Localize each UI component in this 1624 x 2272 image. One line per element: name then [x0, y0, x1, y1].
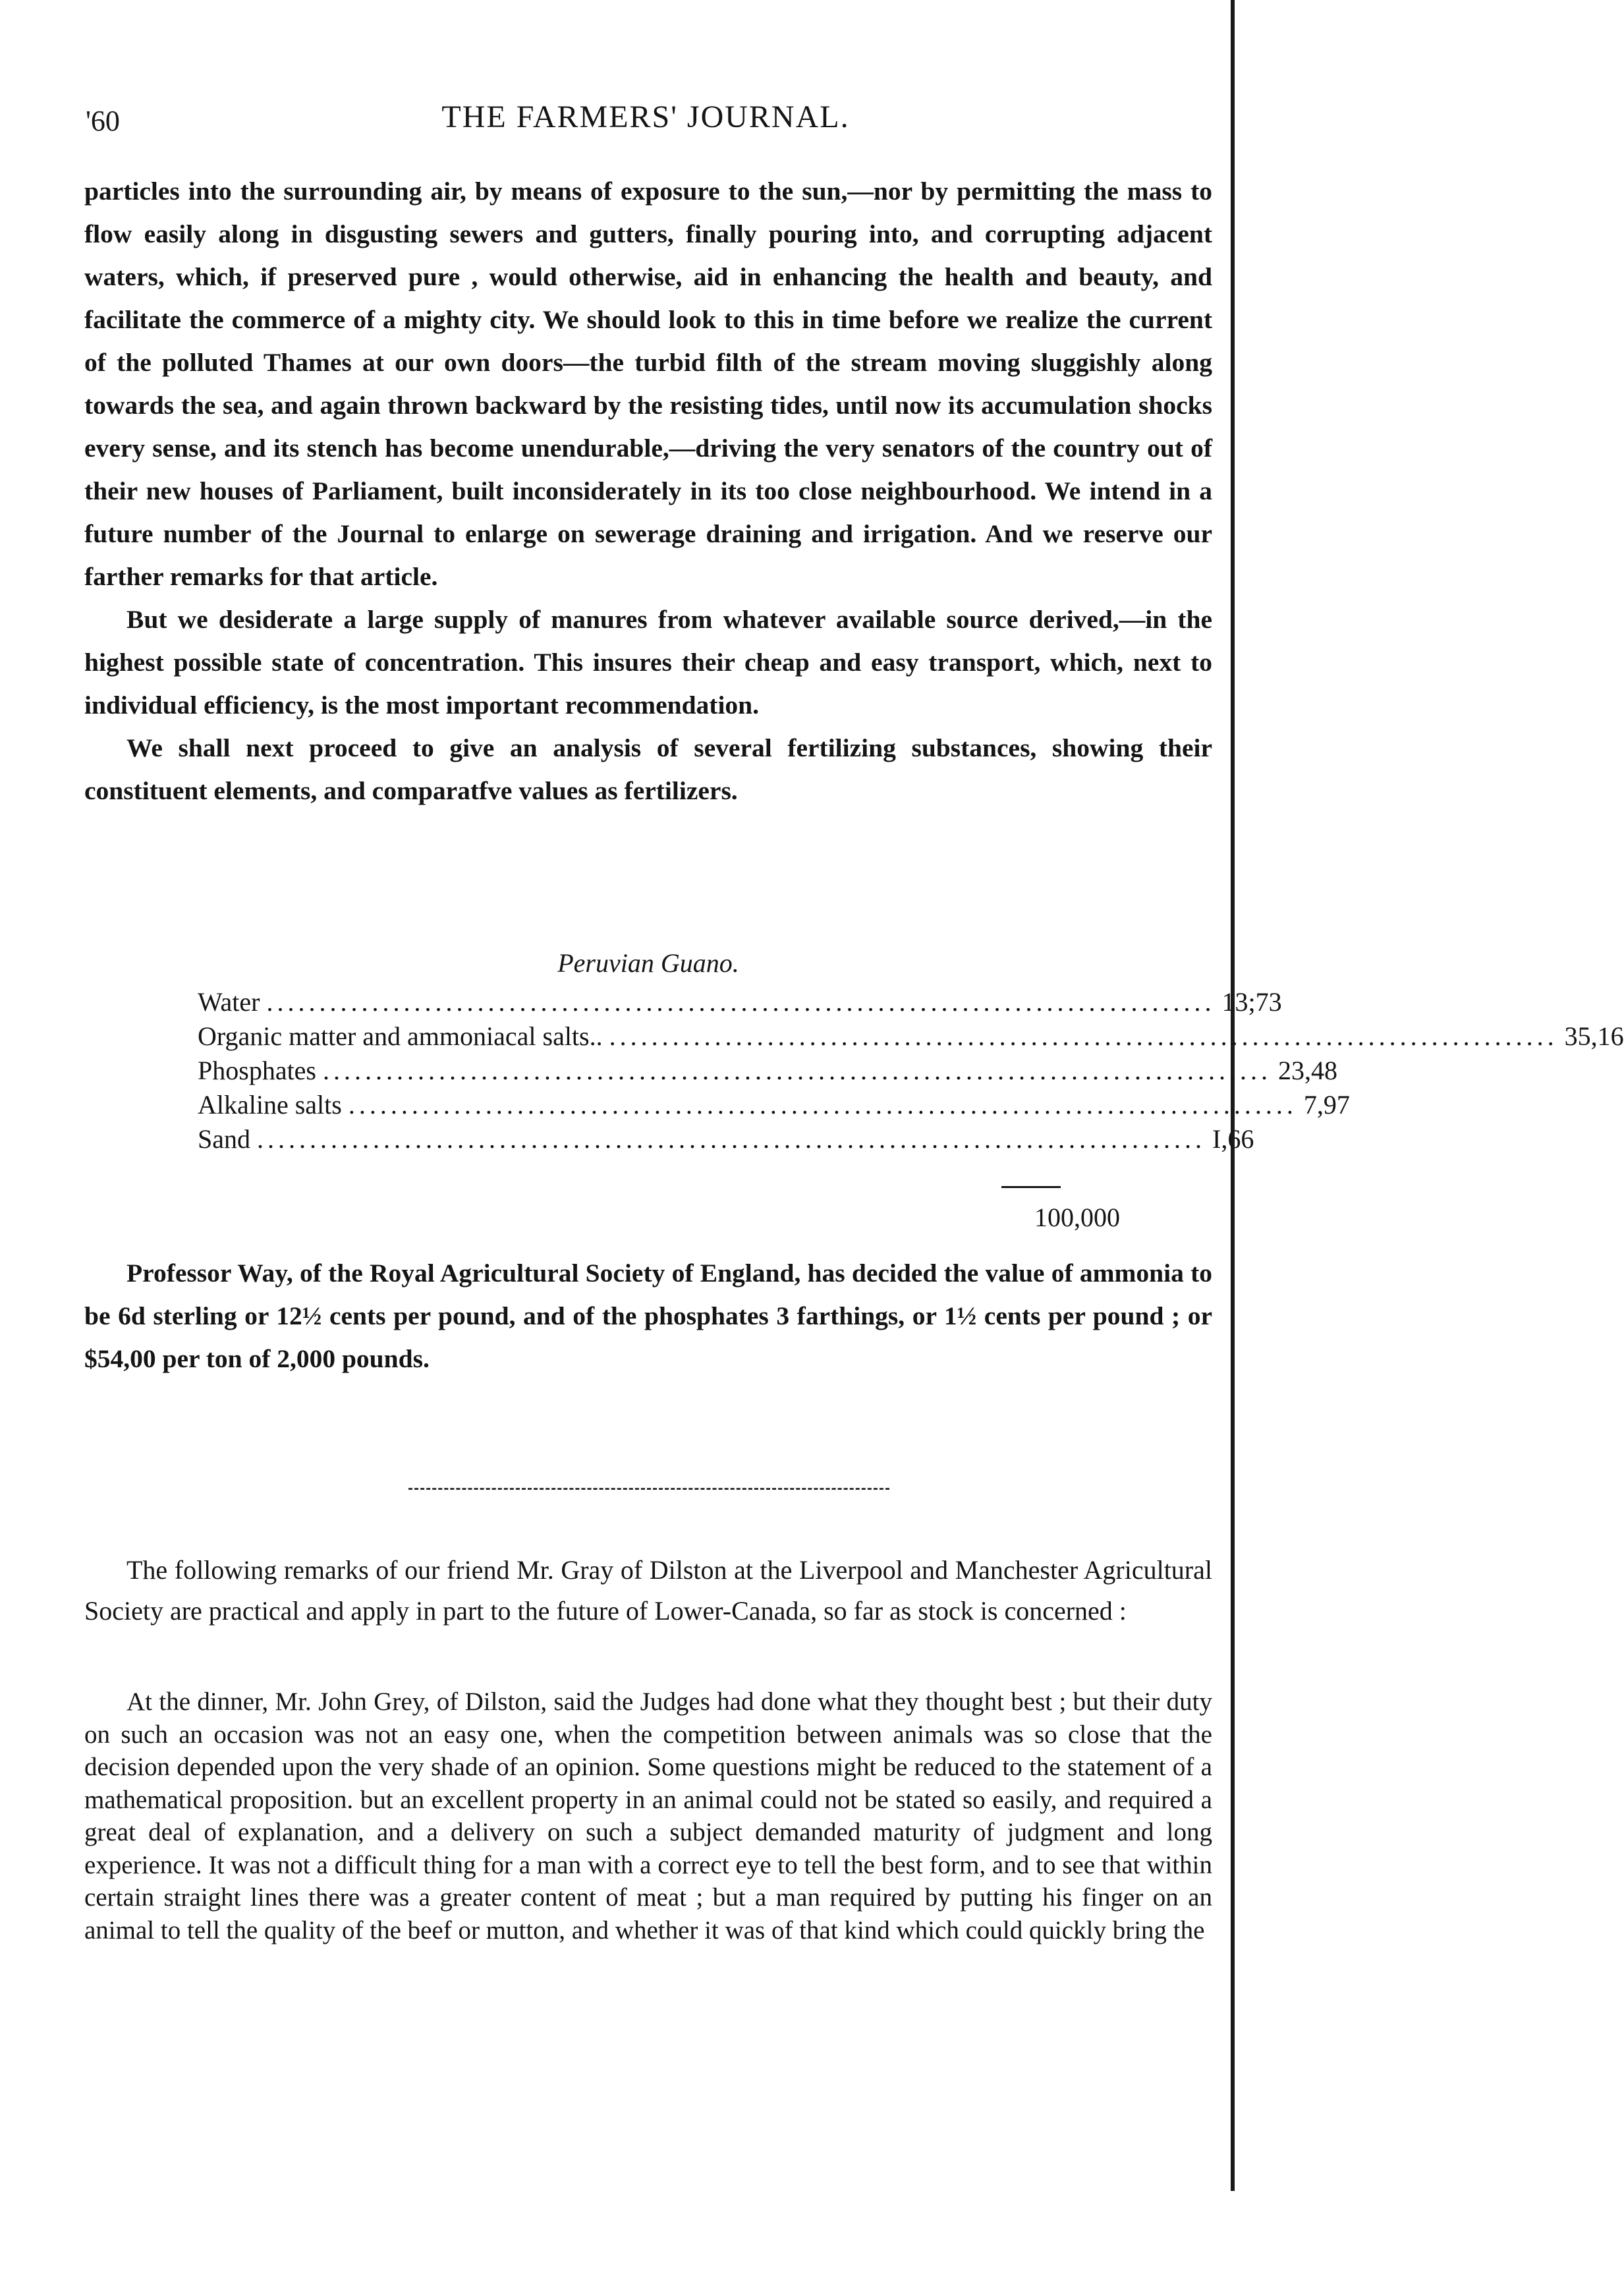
row-label: Organic matter and ammoniacal salts.. — [198, 1021, 603, 1051]
row-value: 7,97 — [1303, 1090, 1350, 1120]
analysis-row — [198, 1019, 1624, 1054]
row-value: 35,16 — [1564, 1021, 1624, 1051]
paragraph-analysis-intro: We shall next proceed to give an analysis of several fertilizing substances, showing their constituent elements, and comparatfve values as fertilizers. — [84, 733, 1212, 805]
page-number: '60 — [86, 105, 120, 137]
row-label: Sand — [198, 1124, 250, 1154]
paragraph-sewerage: particles into the surrounding air, by means of exposure to the sun,—nor by permitting the mass to flow easily along in disgusting sewers and gutters, finally pouring into, and corrupting adjacent waters, which, if preserved pure , would otherwise, aid in enhancing the health and beauty, and facilitate the commerce of a mighty city. We should look to this in time before we realize the current of the polluted Thames at our own doors—the turbid filth of the stream moving sluggishly along towards the sea, and again thrown backward by the resisting tides, until now its accumulation shocks every sense, and its stench has become unendurable,—driving the very senators of the country out of their new houses of Parliament, built inconsiderately in its too close neighbourhood. We intend in a future number of the Journal to enlarge on sewerage draining and irrigation. And we reserve our farther remarks for that article. — [84, 177, 1212, 591]
analysis-row — [198, 1054, 1337, 1088]
analysis-total: 100,000 — [1034, 1203, 1120, 1232]
paragraph-dinner-speech: At the dinner, Mr. John Grey, of Dilston, said the Judges had done what they thought best ; but their duty on such an occasion was not an easy one, when the competition between animals was so close that the decision depended upon the very shade of an opinion. Some questions might be reduced to the statement of a mathematical proposition. but an excellent property in an animal could not be stated so easily, and required a great deal of explanation, and a delivery on such a subject demanded maturity of judgment and long experience. It was not a difficult thing for a man with a correct eye to tell the best form, and to see that within certain straight lines there was a greater content of meat ; but a man required by putting his finger on an animal to tell the quality of the beef or mutton, and whether it was of that kind which could quickly bring the — [84, 1688, 1212, 1945]
analysis-table — [198, 985, 1624, 1156]
analysis-row — [198, 985, 1282, 1019]
page-header — [86, 99, 1206, 152]
leader-dots: .......................................................................................... — [323, 1056, 1272, 1085]
paragraph-gray-intro: The following remarks of our friend Mr. Gray of Dilston at the Liverpool and Manchester Agricultural Society are practical and apply in part to the future of Lower-Canada, so far as stock is concerned : — [84, 1555, 1212, 1626]
paragraph-manure-supply: But we desiderate a large supply of manures from whatever available source derived,—in the highest possible state of concentration. This insures their cheap and easy transport, which, next to individual efficiency, is the most important recommendation. — [84, 605, 1212, 720]
analysis-row — [198, 1122, 1254, 1156]
analysis-caption: Peruvian Guano. — [557, 948, 739, 978]
leader-dots: .......................................................................................... — [348, 1090, 1297, 1120]
intro-block — [84, 1550, 1212, 1632]
row-value: 13;73 — [1221, 987, 1282, 1017]
row-value: I,66 — [1212, 1124, 1254, 1154]
leader-dots: .......................................................................................... — [257, 1124, 1206, 1154]
quote-block — [84, 1686, 1212, 1946]
leader-dots: .......................................................................................... — [609, 1021, 1558, 1051]
running-title: THE FARMERS' JOURNAL. — [441, 99, 850, 134]
row-label: Alkaline salts — [198, 1090, 342, 1120]
row-value: 23,48 — [1278, 1056, 1337, 1085]
way-paragraph-block — [84, 1252, 1212, 1380]
paragraph-professor-way: Professor Way, of the Royal Agricultural Society of England, has decided the value of ammonia to be 6d sterling or 12½ cents per pound, and of the phosphates 3 farthings, or 1½ cents per pound ; or $54,00 per ton of 2,000 pounds. — [84, 1259, 1212, 1373]
main-text-block — [84, 170, 1212, 812]
analysis-row — [198, 1088, 1350, 1122]
row-label: Water — [198, 987, 260, 1017]
sum-rule — [1001, 1186, 1061, 1188]
leader-dots: .......................................................................................... — [266, 987, 1216, 1017]
row-label: Phosphates — [198, 1056, 316, 1085]
section-divider — [408, 1488, 889, 1490]
